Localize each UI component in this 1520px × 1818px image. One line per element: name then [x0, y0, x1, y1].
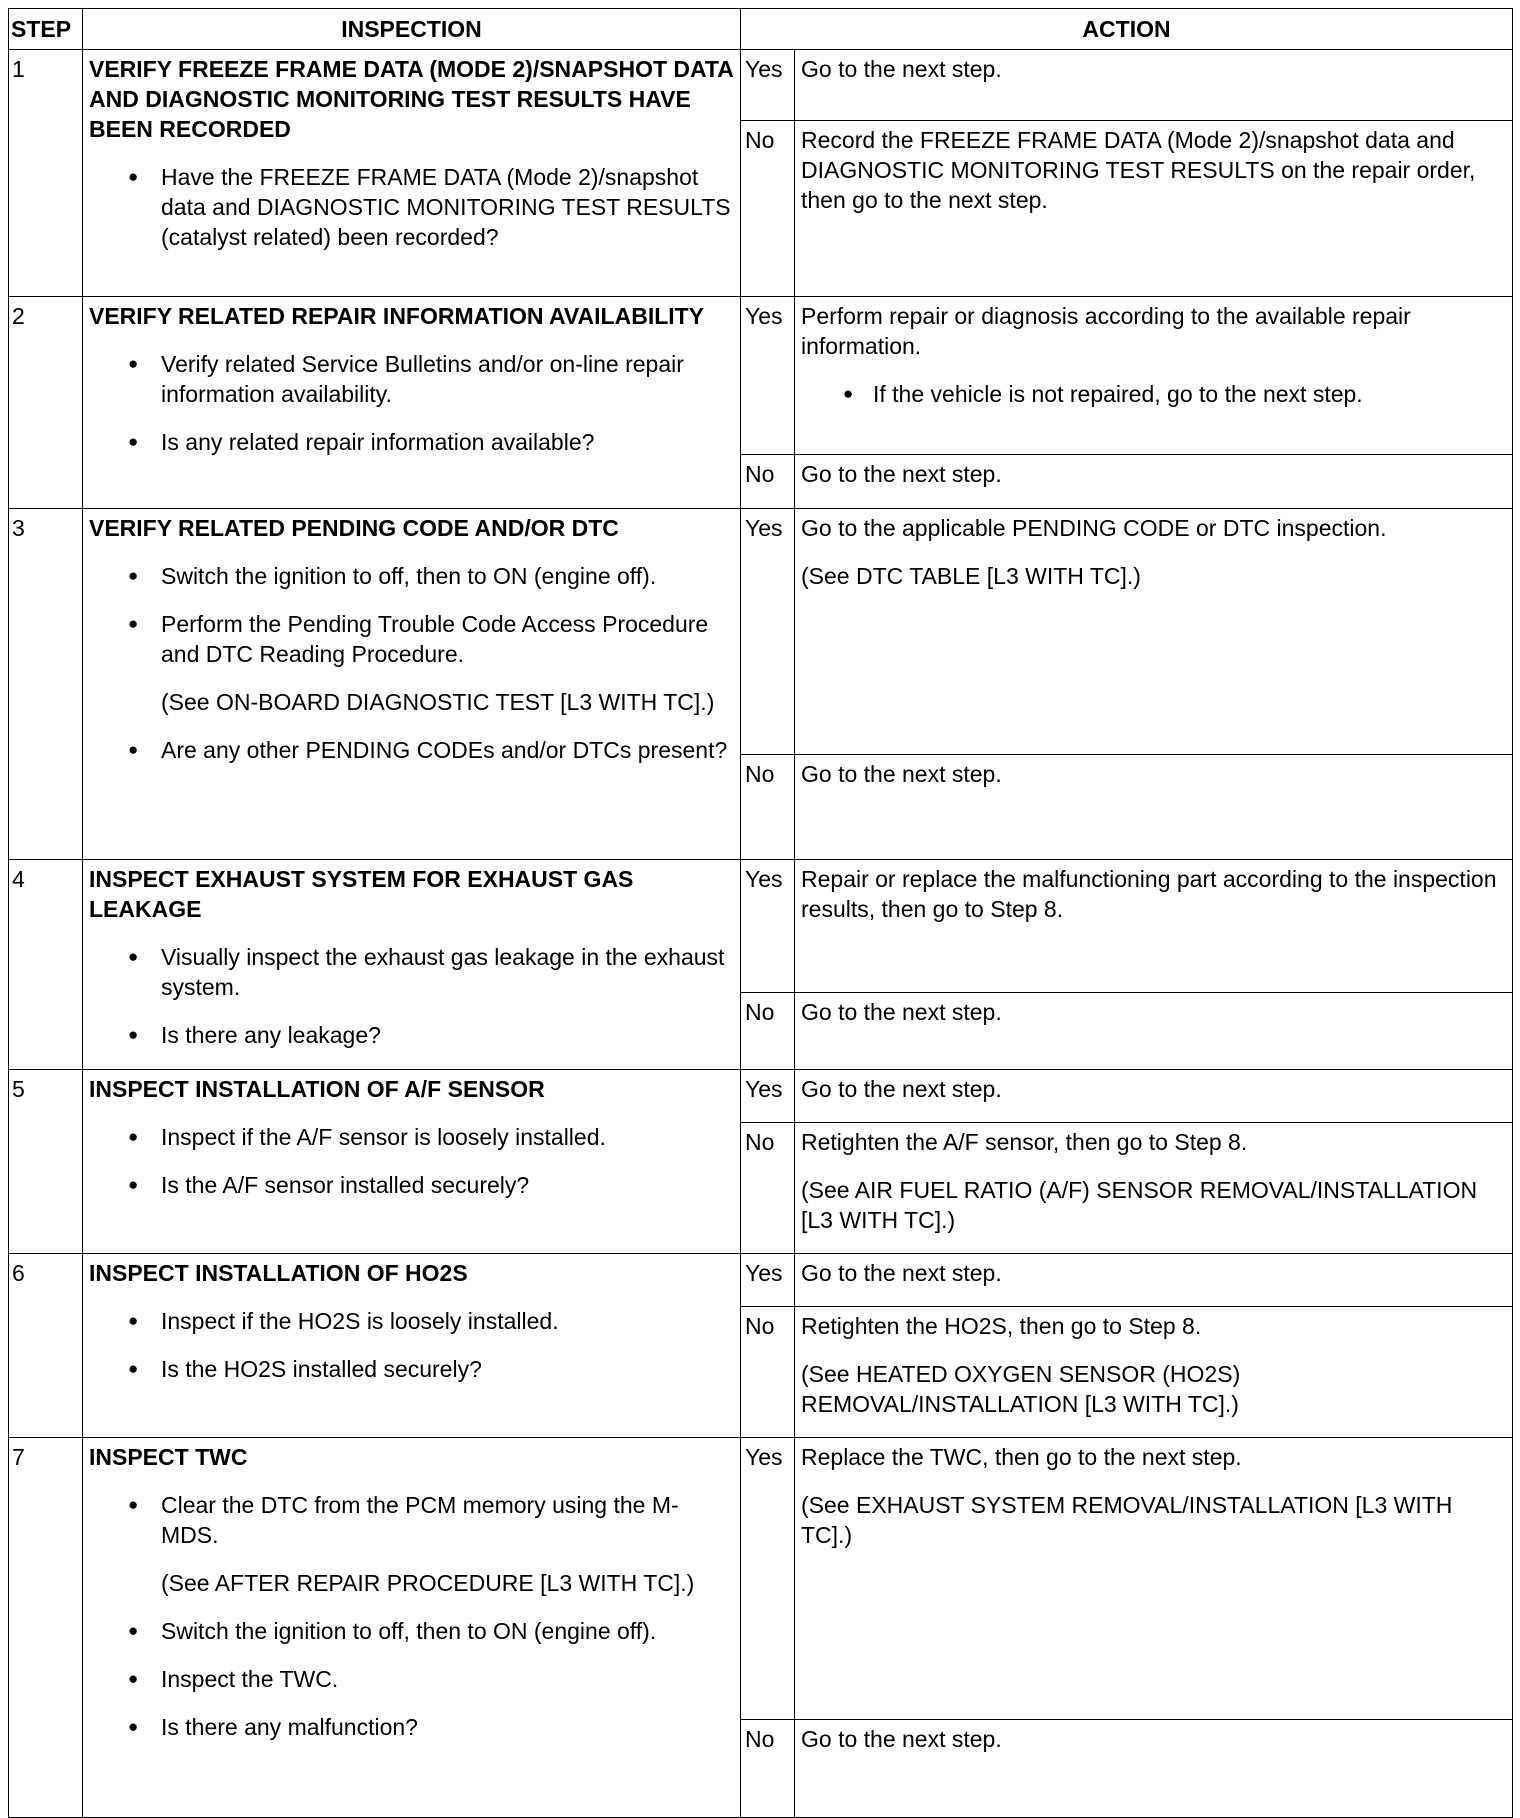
inspection-title: VERIFY RELATED REPAIR INFORMATION AVAILABILITY — [89, 303, 705, 329]
action-text: Record the FREEZE FRAME DATA (Mode 2)/snapshot data and DIAGNOSTIC MONITORING TEST RESULTS on the repair order, then go to the next step. — [801, 127, 1476, 213]
inspection-title: INSPECT TWC — [89, 1444, 248, 1470]
inspection-title: INSPECT INSTALLATION OF A/F SENSOR — [89, 1076, 545, 1102]
inspection-item — [128, 561, 734, 591]
answer-yes-label: Yes — [741, 509, 795, 755]
inspection-cell — [83, 509, 741, 860]
inspection-cell — [83, 1070, 741, 1254]
action-no — [795, 1123, 1513, 1254]
action-text: Go to the next step. — [801, 999, 1002, 1025]
action-bullet-text: If the vehicle is not repaired, go to the next step. — [873, 381, 1363, 407]
action-yes — [795, 509, 1513, 755]
inspection-title: VERIFY FREEZE FRAME DATA (MODE 2)/SNAPSHOT DATA AND DIAGNOSTIC MONITORING TEST RESULTS HAVE BEEN RECORDED — [89, 56, 734, 142]
answer-no-label: No — [741, 455, 795, 509]
action-text: Go to the next step. — [801, 761, 1002, 787]
header-row — [9, 9, 1513, 50]
action-no — [795, 1720, 1513, 1818]
action-no — [795, 121, 1513, 297]
inspection-item — [128, 349, 734, 409]
inspection-item — [128, 427, 734, 457]
bullet-icon: ● — [128, 566, 139, 585]
diagnostic-procedure-table — [8, 8, 1513, 1818]
inspection-list — [89, 1490, 734, 1742]
inspection-item — [128, 1170, 734, 1200]
inspection-item-text: Switch the ignition to off, then to ON (engine off). — [161, 563, 657, 589]
inspection-item — [128, 1616, 734, 1646]
answer-yes-label: Yes — [741, 1070, 795, 1123]
inspection-item — [128, 162, 734, 252]
step-number: 1 — [9, 50, 83, 297]
action-text: Go to the next step. — [801, 461, 1002, 487]
answer-yes-label: Yes — [741, 1438, 795, 1720]
action-yes — [795, 297, 1513, 455]
inspection-cell — [83, 1438, 741, 1818]
inspection-list — [89, 349, 734, 457]
bullet-icon: ● — [128, 740, 139, 759]
inspection-item — [128, 1020, 734, 1050]
action-no — [795, 1307, 1513, 1438]
action-text: Go to the next step. — [801, 1260, 1002, 1286]
inspection-item — [128, 1490, 734, 1598]
inspection-item — [128, 1664, 734, 1694]
inspection-list — [89, 561, 734, 765]
action-text: Go to the applicable PENDING CODE or DTC inspection. — [801, 515, 1387, 541]
action-text: Go to the next step. — [801, 56, 1002, 82]
bullet-icon: ● — [128, 167, 139, 186]
step-number: 3 — [9, 509, 83, 860]
inspection-list — [89, 1122, 734, 1200]
action-text: Retighten the HO2S, then go to Step 8. — [801, 1313, 1202, 1339]
action-yes — [795, 1070, 1513, 1123]
step-number: 4 — [9, 860, 83, 1070]
action-yes — [795, 50, 1513, 121]
bullet-icon: ● — [128, 1495, 139, 1514]
inspection-item — [128, 1354, 734, 1384]
step-row-yes — [9, 1254, 1513, 1307]
bullet-icon: ● — [128, 1311, 139, 1330]
inspection-item-text: Verify related Service Bulletins and/or on-line repair information availability. — [161, 351, 684, 407]
action-text: Go to the next step. — [801, 1726, 1002, 1752]
inspection-item-text: Is the HO2S installed securely? — [161, 1356, 482, 1382]
inspection-item-reference: (See ON-BOARD DIAGNOSTIC TEST [L3 WITH TC].) — [161, 689, 715, 715]
inspection-item — [128, 942, 734, 1002]
inspection-list — [89, 1306, 734, 1384]
action-yes — [795, 860, 1513, 993]
inspection-item — [128, 609, 734, 717]
inspection-item — [128, 1122, 734, 1152]
bullet-icon: ● — [128, 1359, 139, 1378]
answer-no-label: No — [741, 755, 795, 860]
bullet-icon: ● — [128, 1127, 139, 1146]
action-text: Repair or replace the malfunctioning part according to the inspection results, then go to Step 8. — [801, 866, 1497, 922]
action-bullet-item — [801, 379, 1506, 409]
inspection-item-text: Inspect if the A/F sensor is loosely installed. — [161, 1124, 606, 1150]
inspection-cell — [83, 297, 741, 509]
inspection-list — [89, 942, 734, 1050]
action-yes — [795, 1438, 1513, 1720]
inspection-cell — [83, 860, 741, 1070]
action-text: Retighten the A/F sensor, then go to Step 8. — [801, 1129, 1248, 1155]
step-row-yes — [9, 297, 1513, 455]
inspection-item-text: Is there any leakage? — [161, 1022, 381, 1048]
action-no — [795, 755, 1513, 860]
inspection-item-text: Switch the ignition to off, then to ON (engine off). — [161, 1618, 657, 1644]
inspection-cell — [83, 50, 741, 297]
bullet-icon: ● — [128, 1025, 139, 1044]
answer-yes-label: Yes — [741, 1254, 795, 1307]
inspection-item-text: Is there any malfunction? — [161, 1714, 418, 1740]
action-text: (See DTC TABLE [L3 WITH TC].) — [801, 563, 1141, 589]
bullet-icon: ● — [128, 1717, 139, 1736]
step-number: 5 — [9, 1070, 83, 1254]
inspection-item-text: Is any related repair information available? — [161, 429, 595, 455]
header-action: ACTION — [741, 9, 1513, 50]
step-number: 7 — [9, 1438, 83, 1818]
action-text: (See HEATED OXYGEN SENSOR (HO2S) REMOVAL/INSTALLATION [L3 WITH TC].) — [801, 1361, 1241, 1417]
inspection-title: INSPECT EXHAUST SYSTEM FOR EXHAUST GAS LEAKAGE — [89, 866, 634, 922]
step-number: 2 — [9, 297, 83, 509]
action-yes — [795, 1254, 1513, 1307]
inspection-item-text: Perform the Pending Trouble Code Access Procedure and DTC Reading Procedure. — [161, 611, 709, 667]
answer-yes-label: Yes — [741, 297, 795, 455]
inspection-item — [128, 1306, 734, 1336]
inspection-item-text: Inspect the TWC. — [161, 1666, 339, 1692]
header-step: STEP — [9, 9, 83, 50]
answer-no-label: No — [741, 121, 795, 297]
step-row-yes — [9, 860, 1513, 993]
step-number: 6 — [9, 1254, 83, 1438]
action-text: (See EXHAUST SYSTEM REMOVAL/INSTALLATION [L3 WITH TC].) — [801, 1492, 1453, 1548]
step-row-yes — [9, 1070, 1513, 1123]
bullet-icon: ● — [128, 432, 139, 451]
action-text: Go to the next step. — [801, 1076, 1002, 1102]
inspection-cell — [83, 1254, 741, 1438]
header-inspection: INSPECTION — [83, 9, 741, 50]
inspection-item-text: Are any other PENDING CODEs and/or DTCs present? — [161, 737, 728, 763]
step-row-yes — [9, 50, 1513, 121]
bullet-icon: ● — [128, 1621, 139, 1640]
action-text: Perform repair or diagnosis according to the available repair information. — [801, 303, 1411, 359]
answer-no-label: No — [741, 1720, 795, 1818]
action-no — [795, 993, 1513, 1070]
inspection-item-reference: (See AFTER REPAIR PROCEDURE [L3 WITH TC].) — [161, 1570, 695, 1596]
bullet-icon: ● — [128, 947, 139, 966]
bullet-icon: ● — [128, 354, 139, 373]
bullet-icon: ● — [128, 1175, 139, 1194]
bullet-icon: ● — [843, 384, 854, 403]
inspection-list — [89, 162, 734, 252]
action-text: (See AIR FUEL RATIO (A/F) SENSOR REMOVAL/INSTALLATION [L3 WITH TC].) — [801, 1177, 1478, 1233]
action-text: Replace the TWC, then go to the next step. — [801, 1444, 1242, 1470]
inspection-item-text: Inspect if the HO2S is loosely installed. — [161, 1308, 559, 1334]
inspection-item — [128, 1712, 734, 1742]
bullet-icon: ● — [128, 1669, 139, 1688]
answer-no-label: No — [741, 993, 795, 1070]
inspection-title: VERIFY RELATED PENDING CODE AND/OR DTC — [89, 515, 619, 541]
inspection-item-text: Clear the DTC from the PCM memory using the M-MDS. — [161, 1492, 679, 1548]
answer-yes-label: Yes — [741, 50, 795, 121]
inspection-item-text: Visually inspect the exhaust gas leakage in the exhaust system. — [161, 944, 725, 1000]
inspection-title: INSPECT INSTALLATION OF HO2S — [89, 1260, 468, 1286]
answer-no-label: No — [741, 1307, 795, 1438]
step-row-yes — [9, 509, 1513, 755]
inspection-item-text: Have the FREEZE FRAME DATA (Mode 2)/snapshot data and DIAGNOSTIC MONITORING TEST RESULTS (catalyst related) been recorded? — [161, 164, 731, 250]
action-no — [795, 455, 1513, 509]
step-row-yes — [9, 1438, 1513, 1720]
bullet-icon: ● — [128, 614, 139, 633]
answer-no-label: No — [741, 1123, 795, 1254]
answer-yes-label: Yes — [741, 860, 795, 993]
inspection-item-text: Is the A/F sensor installed securely? — [161, 1172, 530, 1198]
inspection-item — [128, 735, 734, 765]
